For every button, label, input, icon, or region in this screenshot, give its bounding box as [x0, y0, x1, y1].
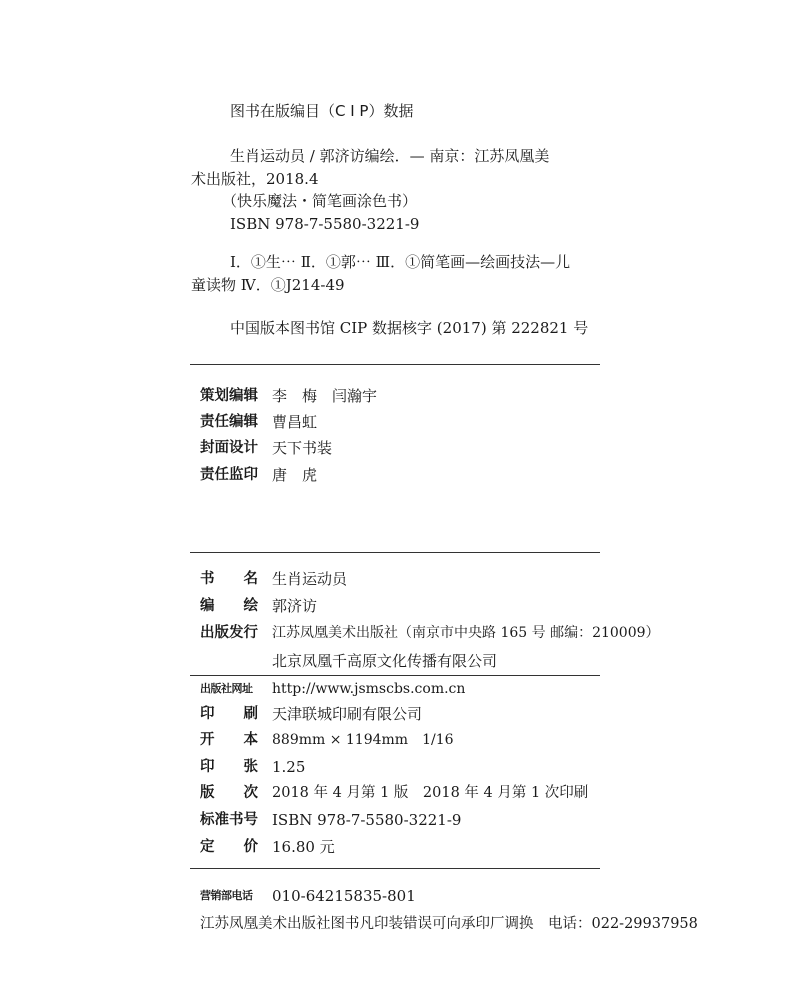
- divider-info: [190, 675, 600, 676]
- info-label-illustrator: 编 绘: [200, 598, 258, 614]
- contact-value-marketing-phone: 010-64215835-801: [272, 887, 416, 905]
- info-label-price: 定 价: [200, 839, 258, 855]
- cip-classification-line2: 童读物 Ⅳ．①J214-49: [191, 276, 345, 294]
- info-value-isbn: ISBN 978-7-5580-3221-9: [272, 811, 462, 829]
- cip-series: （快乐魔法・简笔画涂色书）: [222, 192, 418, 210]
- cip-heading: 图书在版编目（C I P）数据: [230, 102, 414, 120]
- info-value-edition: 2018 年 4 月第 1 版 2018 年 4 月第 1 次印刷: [272, 785, 589, 801]
- credit-label-planning-editor: 策划编辑: [200, 388, 258, 404]
- cip-classification-line1: Ⅰ．①生⋯ Ⅱ．①郭⋯ Ⅲ．①简笔画—绘画技法—儿: [230, 253, 571, 271]
- credit-label-responsible-editor: 责任编辑: [200, 414, 258, 430]
- divider-middle: [190, 552, 600, 553]
- cip-title-line1: 生肖运动员 / 郭济访编绘．— 南京：江苏凤凰美: [230, 147, 550, 165]
- cip-isbn: ISBN 978-7-5580-3221-9: [230, 215, 420, 233]
- cip-title-line2: 术出版社，2018.4: [191, 170, 319, 188]
- credit-value-planning-editor: 李 梅 闫瀚宇: [272, 387, 378, 405]
- info-value-website: http://www.jsmscbs.com.cn: [272, 681, 466, 697]
- info-value-sheets: 1.25: [272, 758, 306, 776]
- credit-label-print-supervisor: 责任监印: [200, 467, 258, 483]
- credit-value-responsible-editor: 曹昌虹: [272, 413, 318, 431]
- info-label-edition: 版 次: [200, 785, 258, 801]
- info-label-website: 出版社网址: [200, 682, 253, 695]
- info-value-publisher: 江苏凤凰美术出版社（南京市中央路 165 号 邮编：210009）: [272, 625, 660, 641]
- info-value-price: 16.80 元: [272, 838, 335, 856]
- credit-value-print-supervisor: 唐 虎: [272, 466, 318, 484]
- info-label-isbn: 标准书号: [200, 812, 258, 828]
- info-value-title: 生肖运动员: [272, 570, 348, 588]
- info-value-printer: 天津联城印刷有限公司: [272, 705, 423, 723]
- cip-number: 中国版本图书馆 CIP 数据核字 (2017) 第 222821 号: [230, 319, 589, 337]
- contact-misprint-notice: 江苏凤凰美术出版社图书凡印装错误可向承印厂调换 电话：022-29937958: [200, 916, 698, 932]
- credit-value-cover-design: 天下书装: [272, 439, 333, 457]
- info-label-format: 开 本: [200, 732, 258, 748]
- info-value-format: 889mm × 1194mm 1/16: [272, 732, 454, 748]
- info-label-sheets: 印 张: [200, 759, 258, 775]
- info-value-distributor: 北京凤凰千高原文化传播有限公司: [272, 652, 498, 670]
- divider-bottom: [190, 868, 600, 869]
- contact-label-marketing-phone: 营销部电话: [200, 889, 253, 902]
- credit-label-cover-design: 封面设计: [200, 440, 258, 456]
- info-label-publisher: 出版发行: [200, 625, 258, 641]
- divider-top: [190, 364, 600, 365]
- info-label-printer: 印 刷: [200, 706, 258, 722]
- info-label-title: 书 名: [200, 571, 258, 587]
- info-value-illustrator: 郭济访: [272, 597, 318, 615]
